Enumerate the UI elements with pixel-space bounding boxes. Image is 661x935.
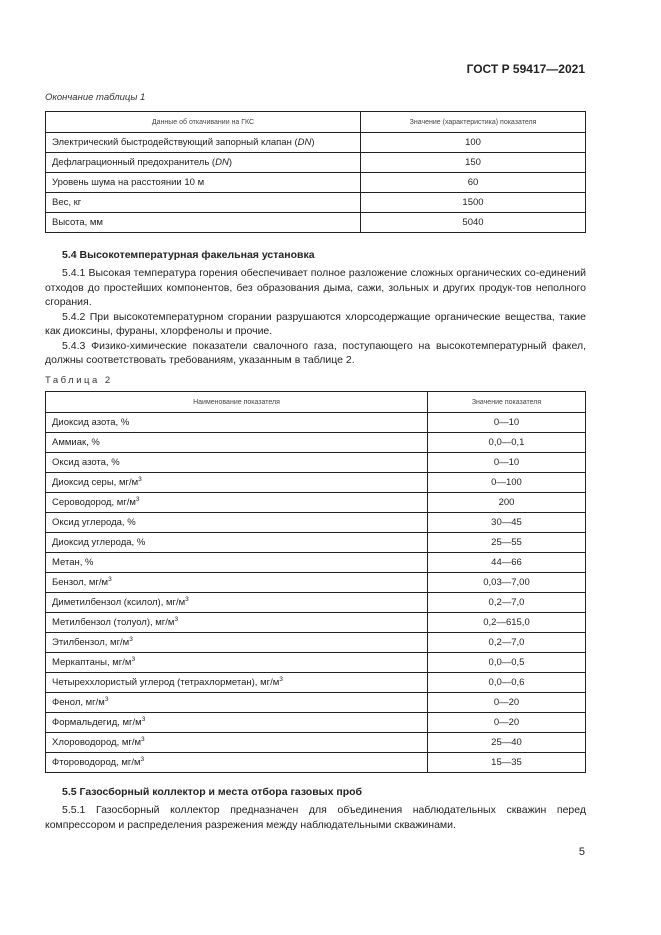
row-name [46, 633, 428, 653]
name-text: Сероводород, мг/м [52, 497, 136, 508]
name-text: Фтороводород, мг/м [52, 757, 141, 768]
unit-exponent: 3 [138, 475, 142, 483]
unit-exponent: 3 [141, 735, 145, 743]
row-value: 0,0—0,1 [428, 433, 586, 453]
row-name [46, 473, 428, 493]
name-text: Диоксид углерода, % [52, 537, 146, 548]
table-row [46, 613, 586, 633]
param-text-end: ) [228, 157, 232, 168]
param-italic: DN [215, 157, 229, 168]
row-param [46, 213, 361, 233]
row-name [46, 493, 428, 513]
table-row [46, 133, 586, 153]
name-text: Бензол, мг/м [52, 577, 109, 588]
param-text: Дефлаграционный предохранитель ( [52, 157, 216, 168]
row-param [46, 133, 361, 153]
table2-header-value: Значение показателя [428, 392, 586, 413]
name-text: Четыреххлористый углерод (тетрахлорметан), мг/м [52, 677, 280, 688]
unit-exponent: 3 [140, 755, 145, 763]
name-text: Диметилбензол (ксилол), мг/м [52, 597, 186, 608]
row-name [46, 713, 428, 733]
param-text-end: ) [311, 137, 315, 148]
table-row [46, 193, 586, 213]
row-name [46, 413, 428, 433]
row-value: 0,2—7,0 [428, 593, 586, 613]
row-value: 30—45 [428, 513, 586, 533]
row-value: 5040 [361, 213, 586, 233]
document-code: ГОСТ Р 59417—2021 [466, 62, 585, 76]
row-value: 0,0—0,5 [428, 653, 586, 673]
paragraph-5-4-2: 5.4.2 При высокотемпературном сгорании разрушаются хлорсодержащие органические вещества, такие как диоксины, фураны, хлорфенолы и прочие. [45, 310, 586, 337]
unit-exponent: 3 [174, 615, 179, 623]
table-row [46, 553, 586, 573]
table-row [46, 493, 586, 513]
name-text: Этилбензол, мг/м [52, 637, 130, 648]
name-text: Диоксид азота, % [52, 417, 130, 428]
table-row [46, 213, 586, 233]
table-row [46, 413, 586, 433]
table-row [46, 673, 586, 693]
name-text: Оксид азота, % [52, 457, 120, 468]
table-row [46, 513, 586, 533]
table1-header-param: Данные об откачивании на ГКС [46, 112, 361, 133]
name-text: Оксид углерода, % [52, 517, 136, 528]
section-5-4-body [45, 266, 586, 368]
param-italic: DN [297, 137, 312, 148]
name-text: Фенол, мг/м [52, 697, 105, 708]
section-5-5-heading: 5.5 Газосборный коллектор и места отбора газовых проб [62, 786, 363, 798]
table-2 [45, 391, 586, 773]
table2-header-name: Наименование показателя [46, 392, 428, 413]
unit-exponent: 3 [185, 595, 189, 603]
table-row [46, 473, 586, 493]
row-name [46, 673, 428, 693]
row-value: 60 [361, 173, 586, 193]
row-value: 0,03—7,00 [428, 573, 586, 593]
row-value: 44—66 [428, 553, 586, 573]
unit-exponent: 3 [131, 655, 136, 663]
paragraph-5-4-3: 5.4.3 Физико-химические показатели свалочного газа, поступающего на высокотемпературный факел, должны соответствовать требованиям, указанным в таблице 2. [45, 339, 586, 366]
table-row [46, 633, 586, 653]
name-text: Формальдегид, мг/м [52, 717, 142, 728]
table-row [46, 753, 586, 773]
table-row [46, 433, 586, 453]
table-row [46, 153, 586, 173]
unit-exponent: 3 [141, 715, 146, 723]
row-value: 0,2—7,0 [428, 633, 586, 653]
paragraph-5-5-1: 5.5.1 Газосборный коллектор предназначен для объединения наблюдательных скважин перед компрессором и распределения разрежения между наблюдательными скважинами. [45, 804, 586, 831]
row-name [46, 733, 428, 753]
table2-caption: Таблица 2 [45, 375, 113, 386]
param-text: Вес, кг [52, 197, 82, 208]
unit-exponent: 3 [104, 695, 109, 703]
table1-header-value: Значение (характеристика) показателя [361, 112, 586, 133]
page-number: 5 [578, 846, 585, 858]
name-text: Метан, % [52, 557, 94, 568]
table-1 [45, 111, 586, 233]
row-name [46, 593, 428, 613]
row-name [46, 693, 428, 713]
row-param [46, 173, 361, 193]
table-row [46, 713, 586, 733]
param-text: Уровень шума на расстоянии 10 м [52, 177, 205, 188]
row-value: 200 [428, 493, 586, 513]
row-value: 0—100 [428, 473, 586, 493]
unit-exponent: 3 [135, 495, 140, 503]
param-text: Высота, мм [52, 217, 103, 228]
table-row [46, 533, 586, 553]
row-value: 150 [361, 153, 586, 173]
table-row [46, 573, 586, 593]
name-text: Хлороводород, мг/м [52, 737, 142, 748]
row-value: 0—10 [428, 413, 586, 433]
row-value: 0,0—0,6 [428, 673, 586, 693]
name-text: Метилбензол (толуол), мг/м [52, 617, 175, 628]
table1-caption: Окончание таблицы 1 [45, 92, 146, 103]
row-value: 15—35 [428, 753, 586, 773]
row-value: 25—40 [428, 733, 586, 753]
row-param [46, 153, 361, 173]
row-value: 0—10 [428, 453, 586, 473]
row-value: 1500 [361, 193, 586, 213]
name-text: Аммиак, % [52, 437, 100, 448]
row-name [46, 753, 428, 773]
row-value: 0—20 [428, 693, 586, 713]
table-row [46, 593, 586, 613]
table-row [46, 653, 586, 673]
unit-exponent: 3 [108, 575, 112, 583]
row-name [46, 533, 428, 553]
name-text: Меркаптаны, мг/м [52, 657, 132, 668]
row-name [46, 573, 428, 593]
row-name [46, 513, 428, 533]
table-row [46, 693, 586, 713]
row-name [46, 653, 428, 673]
row-value: 0—20 [428, 713, 586, 733]
row-value: 0,2—615,0 [428, 613, 586, 633]
name-text: Диоксид серы, мг/м [52, 477, 139, 488]
table-row [46, 173, 586, 193]
unit-exponent: 3 [279, 675, 283, 683]
param-text: Электрический быстродействующий запорный клапан ( [52, 137, 298, 148]
row-value: 25—55 [428, 533, 586, 553]
row-name [46, 553, 428, 573]
unit-exponent: 3 [129, 635, 133, 643]
row-value: 100 [361, 133, 586, 153]
table-row [46, 453, 586, 473]
row-name [46, 433, 428, 453]
row-name [46, 453, 428, 473]
section-5-4-heading: 5.4 Высокотемпературная факельная установка [62, 249, 315, 261]
paragraph-5-4-1: 5.4.1 Высокая температура горения обеспечивает полное разложение сложных органических со-единений отходов до простейших компонентов, без образования дыма, сажи, зольных и других продук-тов неполного сгорания. [45, 267, 586, 308]
table-row [46, 733, 586, 753]
row-param [46, 193, 361, 213]
row-name [46, 613, 428, 633]
